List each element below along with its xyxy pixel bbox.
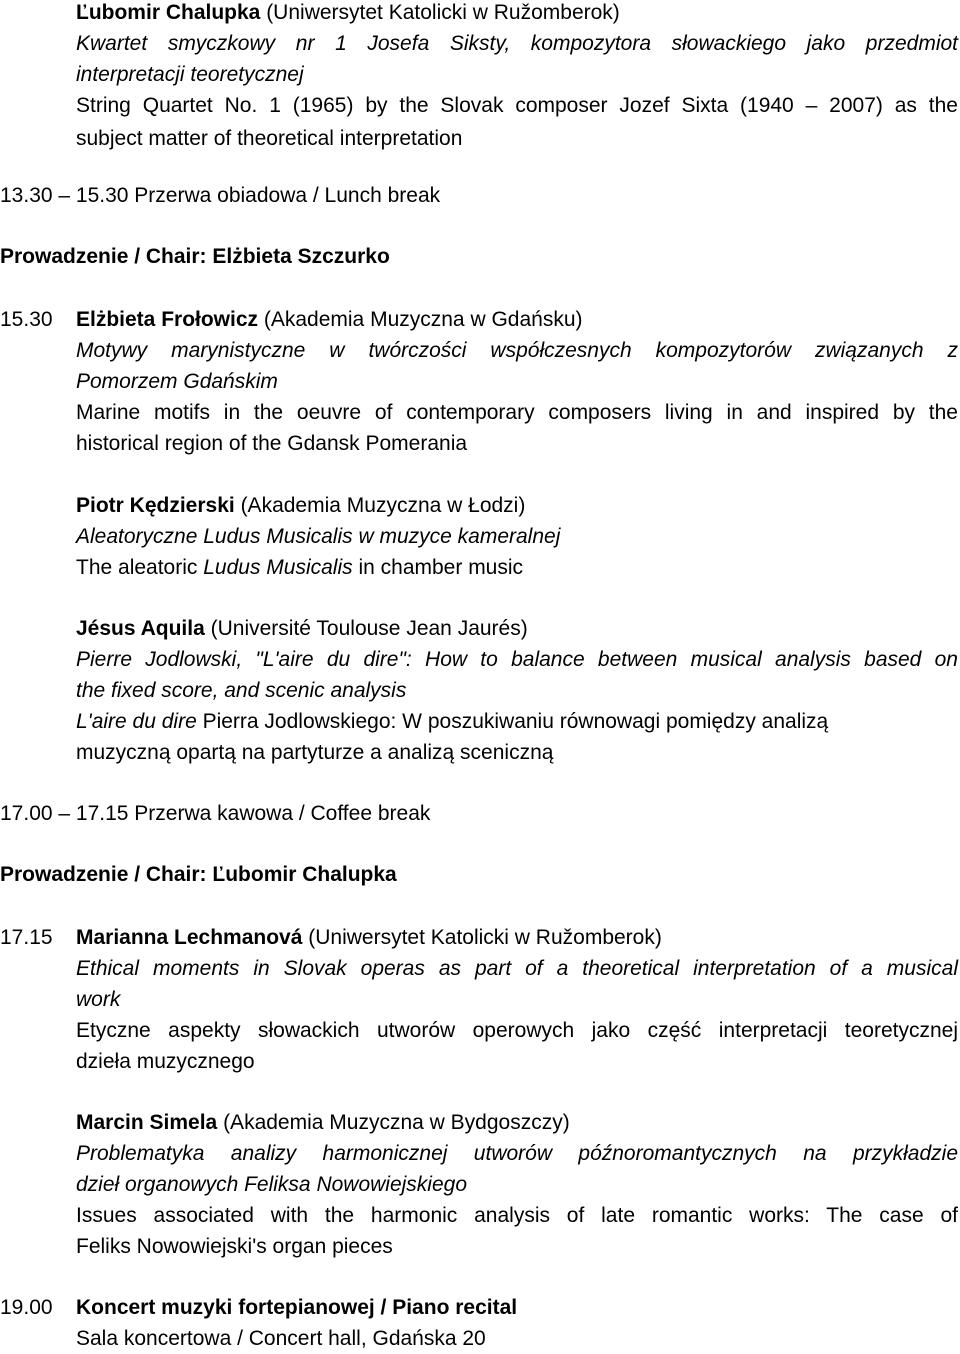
speaker-name: Piotr Kędzierski bbox=[76, 494, 235, 517]
affiliation: (Université Toulouse Jean Jaurés) bbox=[204, 617, 528, 640]
title-part: Pierra Jodlowskiego: W poszukiwaniu równowagi pomiędzy analizą bbox=[196, 710, 829, 733]
session-time: 17.15 bbox=[0, 926, 53, 949]
talk-title-pl: Kwartet smyczkowy nr 1 Josefa Siksty, kompozytora słowackiego jako przedmiot bbox=[76, 32, 958, 55]
talk-title-pl: Problematyka analizy harmonicznej utworów późnoromantycznych na przykładzie bbox=[76, 1142, 958, 1165]
talk-heading bbox=[76, 922, 662, 953]
title-part-italic: Ludus Musicalis bbox=[203, 556, 353, 579]
talk-title-pl-cont: Pomorzem Gdańskim bbox=[76, 370, 278, 393]
chair-name: Elżbieta Szczurko bbox=[212, 245, 390, 268]
lunch-break: 13.30 – 15.30 Przerwa obiadowa / Lunch break bbox=[0, 184, 441, 207]
talk-heading bbox=[76, 490, 525, 521]
chair-line bbox=[0, 241, 390, 272]
speaker-name: Jésus Aquila bbox=[76, 617, 205, 640]
concert-title: Koncert muzyki fortepianowej / Piano recital bbox=[76, 1296, 518, 1319]
talk-title-pl-cont: dzieł organowych Feliksa Nowowiejskiego bbox=[76, 1173, 468, 1196]
speaker-name: Marcin Simela bbox=[76, 1111, 218, 1134]
talk-title-pl-cont: interpretacji teoretycznej bbox=[76, 63, 304, 86]
talk-heading bbox=[76, 0, 620, 28]
talk-title-pl: Aleatoryczne Ludus Musicalis w muzyce kameralnej bbox=[76, 525, 561, 548]
talk-title-en-cont: subject matter of theoretical interpretation bbox=[76, 127, 463, 150]
talk-title-pl: Etyczne aspekty słowackich utworów operowych jako część interpretacji teoretycznej bbox=[76, 1019, 958, 1042]
talk-title-en bbox=[76, 552, 523, 583]
talk-title-pl-cont: muzyczną opartą na partyturze a analizą sceniczną bbox=[76, 741, 554, 764]
chair-label: Prowadzenie / Chair: bbox=[0, 245, 213, 268]
session-time: 15.30 bbox=[0, 308, 53, 331]
affiliation: (Uniwersytet Katolicki w Ružomberok) bbox=[260, 1, 620, 24]
talk-title-en: Marine motifs in the oeuvre of contemporary composers living in and inspired by the bbox=[76, 401, 958, 424]
talk-title-en: String Quartet No. 1 (1965) by the Slovak composer Jozef Sixta (1940 – 2007) as the bbox=[76, 94, 958, 117]
talk-title-en-cont: work bbox=[76, 988, 121, 1011]
affiliation: (Akademia Muzyczna w Gdańsku) bbox=[258, 308, 583, 331]
concert-venue: Sala koncertowa / Concert hall, Gdańska 20 bbox=[76, 1327, 486, 1350]
affiliation: (Uniwersytet Katolicki w Ružomberok) bbox=[302, 926, 662, 949]
speaker-name: Ľubomir Chalupka bbox=[76, 1, 261, 24]
talk-title-en: Pierre Jodlowski, "L'aire du dire": How to balance between musical analysis based on bbox=[76, 648, 958, 671]
talk-title-en-cont: the fixed score, and scenic analysis bbox=[76, 679, 407, 702]
talk-title-en: Issues associated with the harmonic analysis of late romantic works: The case of bbox=[76, 1204, 958, 1227]
talk-heading bbox=[76, 613, 528, 644]
chair-line: Prowadzenie / Chair: Ľubomir Chalupka bbox=[0, 863, 397, 886]
speaker-name: Elżbieta Frołowicz bbox=[76, 308, 259, 331]
talk-heading bbox=[76, 1107, 570, 1138]
title-part: in chamber music bbox=[352, 556, 524, 579]
affiliation: (Akademia Muzyczna w Łodzi) bbox=[234, 494, 526, 517]
concert-time: 19.00 bbox=[0, 1296, 53, 1319]
talk-title-pl bbox=[76, 706, 828, 737]
talk-heading bbox=[76, 304, 583, 335]
talk-title-pl-cont: dzieła muzycznego bbox=[76, 1050, 255, 1073]
speaker-name: Marianna Lechmanová bbox=[76, 926, 303, 949]
talk-title-en-cont: historical region of the Gdansk Pomerania bbox=[76, 432, 468, 455]
title-part: The aleatoric bbox=[76, 556, 204, 579]
title-part-italic: L'aire du dire bbox=[76, 710, 197, 733]
talk-title-en-cont: Feliks Nowowiejski's organ pieces bbox=[76, 1235, 393, 1258]
affiliation: (Akademia Muzyczna w Bydgoszczy) bbox=[217, 1111, 570, 1134]
talk-title-en: Ethical moments in Slovak operas as part of a theoretical interpretation of a musical bbox=[76, 957, 958, 980]
coffee-break: 17.00 – 17.15 Przerwa kawowa / Coffee break bbox=[0, 802, 431, 825]
talk-title-pl: Motywy marynistyczne w twórczości współczesnych kompozytorów związanych z bbox=[76, 339, 958, 362]
